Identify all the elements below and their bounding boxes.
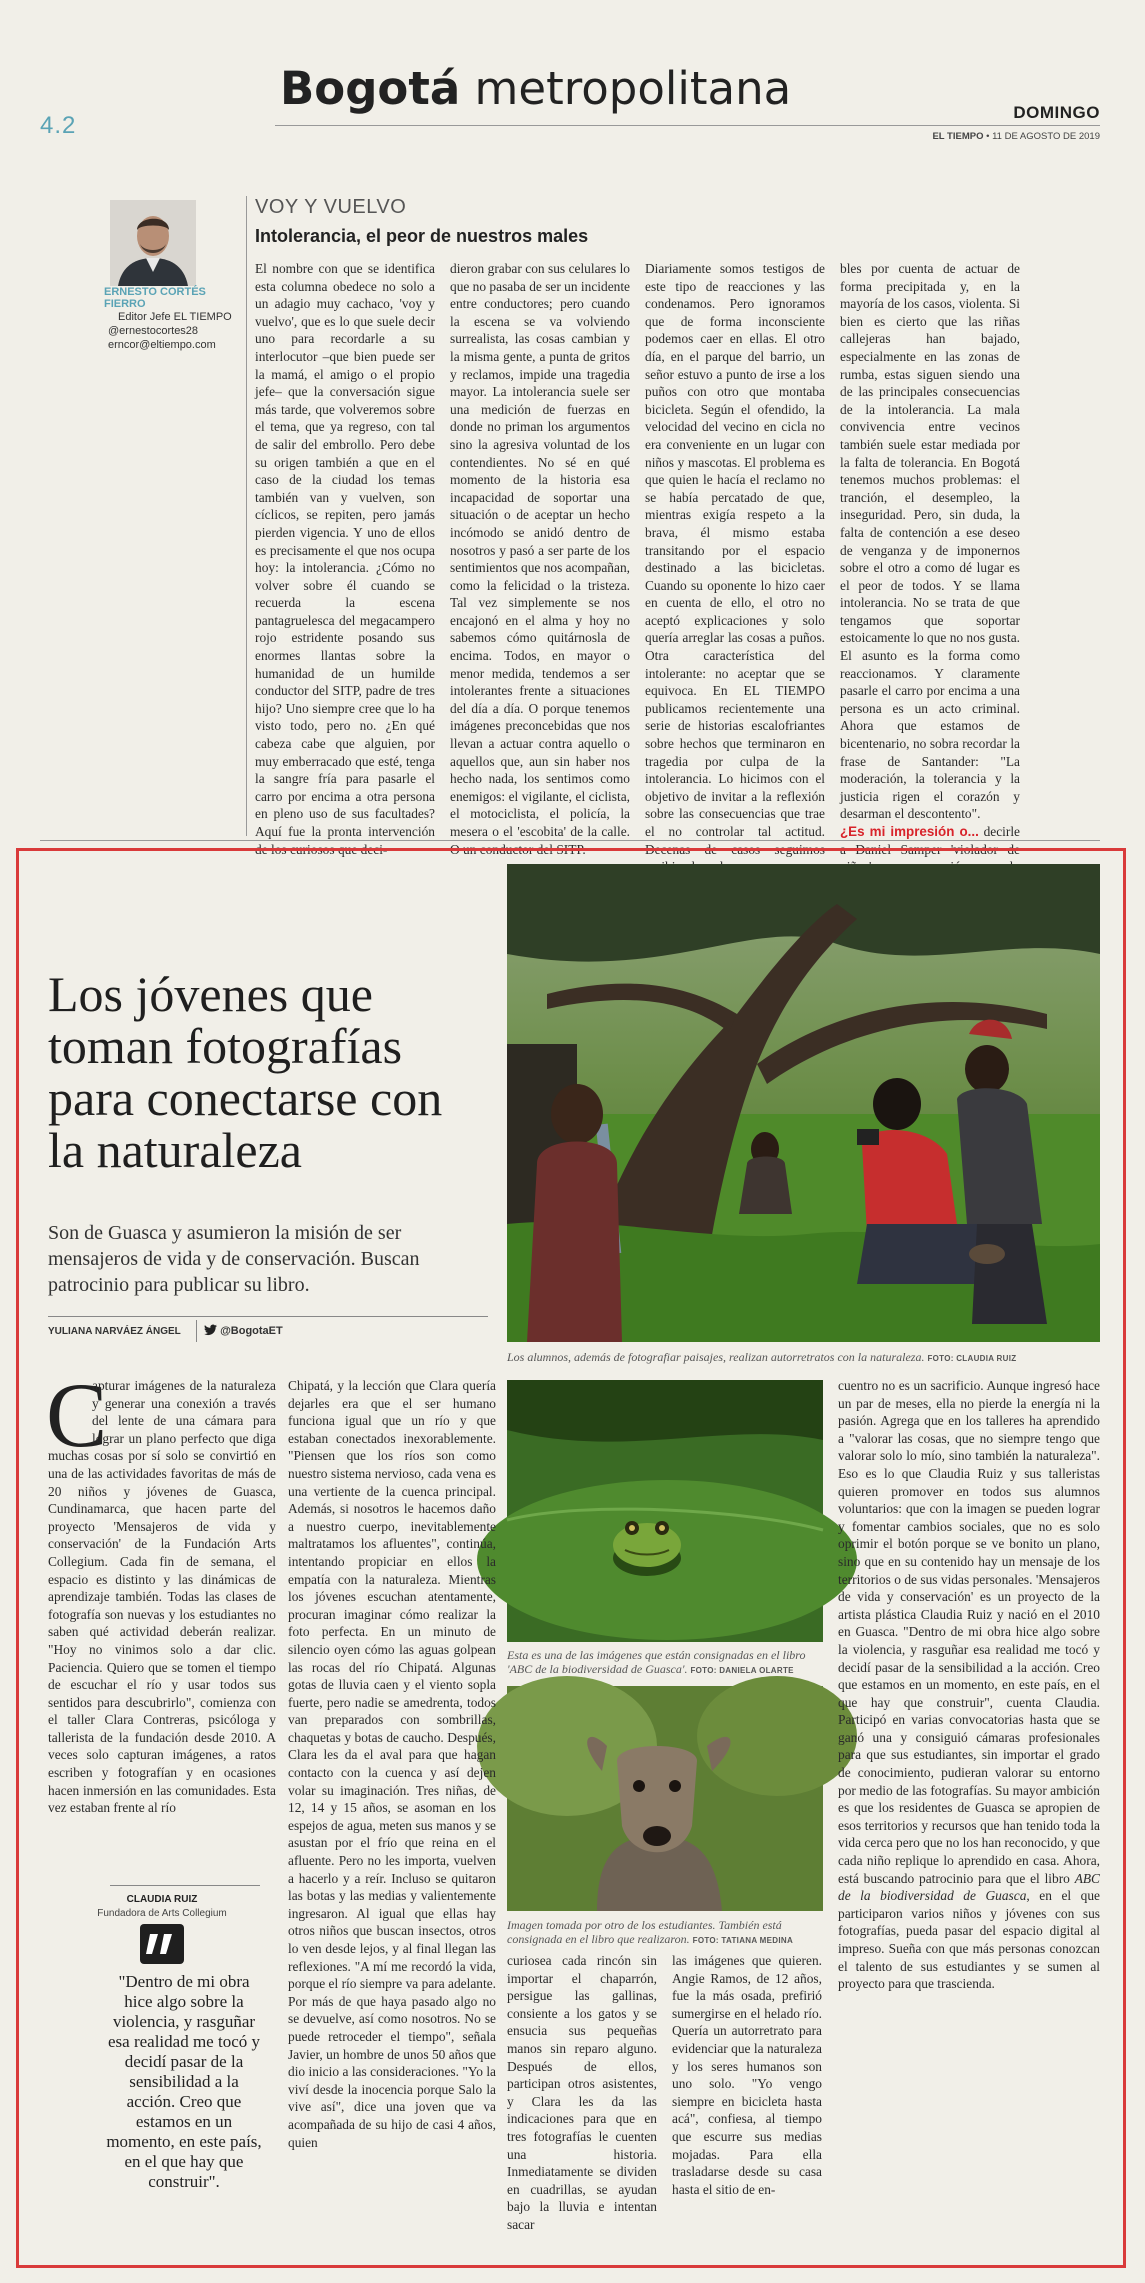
section-rule <box>40 840 1100 841</box>
photo1-caption: Los alumnos, además de fotografiar paisajes, realizan autorretratos con la naturaleza. FOTO: CLAUDIA RUIZ <box>507 1350 1017 1364</box>
impression-lead: ¿Es mi impresión o... <box>840 824 979 839</box>
column-headline: Intolerancia, el peor de nuestros males <box>255 226 589 246</box>
quote-name: CLAUDIA RUIZ <box>126 1894 198 1905</box>
feature-byline: YULIANA NARVÁEZ ÁNGEL <box>48 1326 181 1337</box>
column-kicker: VOY Y VUELVO <box>255 196 407 218</box>
author-avatar <box>110 200 196 286</box>
feature-dek: Son de Guasca y asumieron la misión de ser mensajeros de vida y de conservación. Buscan patrocinio para publicar su libro. <box>48 1222 420 1296</box>
dropcap: C <box>46 1364 108 1466</box>
author-role: Editor Jefe EL TIEMPO <box>118 311 232 323</box>
photo3-caption: Imagen tomada por otro de los estudiantes. También está consignada en el libro que realizaron. FOTO: TATIANA MEDINA <box>507 1918 794 1946</box>
quote-rule <box>110 1885 260 1886</box>
quote-icon <box>140 1924 184 1964</box>
feature-text-4: las imágenes que quieren. Angie Ramos, de 12 años, fue la más osada, prefirió sumergirse en el helado río. Quería un autorretrato para evidenciar que la naturaleza y los seres humanos son uno solo. "Yo vengo siempre en bicicleta hasta acá", confiesa, al tiempo que escurre sus medias mojadas. Para ella trasladarse desde su casa hasta el sitio de en- <box>672 1953 822 2197</box>
day-label: DOMINGO <box>1013 103 1100 122</box>
feature-text-5: cuentro no es un sacrificio. Aunque ingresó hace un par de meses, ella no pierde la energía ni la pasión. Agrega que en los talleres ha aprendido a "valorar las cosas, que no siempre tengo que valorar solo lo mío, sino también la naturaleza". Eso es lo que Claudia Ruiz y sus talleristas quieren promover en todos sus alumnos voluntarios: que con la imagen se pueden lograr y fomentar cambios sociales, que no es solo oprimir el botón porque se ve bonito un plano, sino que en su contenido hay un mensaje de los territorios o de sus vidas personales. 'Mensajeros de vida y conservación' es un proyecto de la artista plástica Claudia Ruiz y nació en el 2010 en Guasca. "Dentro de mi obra hice algo sobre la violencia, y rasguñar esa realidad me tocó y decidí pasar de la sensibilidad a la acción. Creo que estamos en un momento, en este país, en el que hay que construir", cuenta Claudia. Participó en varias convocatorias hasta que se ganó una y consiguió cámaras profesionales para que sus estudiantes, sin importar el grado de conocimiento, pudieran valorar su entorno por medio de las fotografías. Su mayor ambición es que los residentes de Guasca se apropien de esos territorios y recursos que han tenido toda la vida cerca pero que no los han reconocido, y que cada niño replique lo aprendido en casa. Ahora, está buscando patrocinio para que el libro ABC de la biodiversidad de Guasca, en el que participaron varios niños y jóvenes con sus fotografías, pueda pasar del espacio digital al impreso. Sueña con que más personas conozcan el talento de sus estudiantes y se sumen al proyecto para que trascienda. <box>838 1378 1101 1992</box>
author-twitter: @ernestocortes28 <box>108 325 199 337</box>
feature-headline: Los jóvenes que toman fotografías para conectarse con la naturaleza <box>48 966 443 1178</box>
author-email: erncor@eltiempo.com <box>108 339 216 351</box>
feature-text-3: curiosea cada rincón sin importar el chaparrón, persigue las gallinas, consiente a los gatos y se ensucia sus pequeñas manos sin reparo alguno. Después de ellos, participan otros asistentes, y Clara les da las indicaciones para que en tres fotografías le cuenten una historia. Inmediatamente se dividen en cuadrillas, se ayudan bajo la lluvia e intentan sacar <box>507 1953 657 2232</box>
column-text-2: dieron grabar con sus celulares lo que no pasaba de ser un incidente entre conductores; pero cuando la escena se va volviendo surrealista, las cosas cambian y la misma gente, a punta de gritos y reclamos, impide una tragedia mayor. La intolerancia suele ser una medición de fuerzas en donde no priman los argumentos sino la agresiva voluntad de los contendientes. No sé en qué momento de la historia esa incapacidad de soportar una situación o de aceptar un hecho incómodo se anidó dentro de nosotros y pasó a ser parte de los sentimientos que nos acompañan, como la felicidad o la tristeza. Tal vez simplemente se nos encajonó en el alma y hoy no sabemos cómo quitárnosla de encima. Todos, en mayor o menor medida, tendemos a ser intolerantes frente a situaciones del día a día. O porque tenemos imágenes preconcebidas que nos llevan a actuar contra aquello o aquellos que, aun sin haber nos hecho nada, los sentimos como enemigos: el vigilante, el ciclista, el motociclista, el policía, la mesera o el 'escobita' de la calle. O un conductor del SITP. <box>450 261 630 857</box>
feature-text-1: apturar imágenes de la naturaleza y generar una conexión a través del lente de una cámara para lograr un plano perfecto que diga muchas cosas por sí solo se convirtió en una de las actividades favoritas de más de 20 niños y jóvenes de Guasca, Cundinamarca, que hacen parte del proyecto 'Mensajeros de vida y conservación' de la Fundación Arts Collegium. Cada fin de semana, el espacio es distinto y las dinámicas de aprendizaje también. Todas las clases de fotografía son nuevas y los estudiantes no saben qué actividad deberán realizar. "Hoy no vinimos solo a dar clic. Paciencia. Quiero que se tomen el tiempo de escuchar el río y usar todos sus sentidos para descubrirlo", comienza con el taller Clara Contreras, psicóloga y tallerista de la fundación desde 2010. A veces solo capturan imágenes, a ratos escriben y fotografían y en ocasiones hacen inmersión en las comunidades. Esta vez estaban frente al río <box>48 1378 276 1816</box>
book-title: ABC de la biodiversidad de Guasca <box>838 1870 1100 1904</box>
newspaper-name: EL TIEMPO <box>932 131 984 142</box>
byline-divider <box>196 1320 197 1342</box>
column-divider <box>246 196 247 836</box>
photo-students <box>507 864 1100 1342</box>
column-text-4: bles por cuenta de actuar de forma precipitada y, en la mayoría de los casos, violenta. Si bien es cierto que las riñas callejeras han bajado, especialmente en las zonas de rumba, estas siguen siendo una de las principales consecuencias de la intolerancia. La mala convivencia entre vecinos también suele estar mediada por la falta de tolerancia. En Bogotá tenemos muchos problemas: el tranción, el desempleo, la inseguridad. Pero, sin duda, la falta de contención a ese deseo de venganza y de imponernos sobre el otro a como dé lugar es el peor de todos. Y se llama intolerancia. No se trata de que tengamos que soportar estoicamente lo que no nos gusta. El asunto es la forma como reaccionamos. Y claramente pasarle el carro por encima a una persona es un acto criminal. Ahora que estamos de bicentenario, no sobra recordar la frase de Santander: "La moderación, la tolerancia y la justicia rigen el corazón y desarman el descontento". ¿Es mi impresión o... decirle a Daniel Samper 'violador de <box>840 261 1020 857</box>
edition-line <box>932 131 1100 142</box>
column-text-3: Diariamente somos testigos de este tipo de reacciones y las condenamos. Pero ignoramos que de forma inconsciente podemos caer en ellas. El otro día, en el parque del barrio, un señor estuvo a punto de irse a los puños con otro que montaba bicicleta. Según el ofendido, la velocidad del vecino en cicla no era conveniente en un lugar con niños y mascotas. El problema es que quien le hacía el reclamo no se había percatado de que, mientras exigía respeto a la brava, él mismo estaba transitando por el espacio destinado a las bicicletas. Cuando su oponente lo hizo caer en cuenta de ello, el otro no aceptó explicaciones y solo quería arreglar las cosas a puños. Otra característica del intolerante: no aceptar que se equivoca. En EL TIEMPO publicamos recientemente una serie de historias escalofriantes sobre hechos que terminaron en tragedia por culpa de la intolerancia. Lo hicimos con el objetivo de invitar a la reflexión sobre las consecuencias que trae el no controlar tal actitud. Decenas de casos seguimos <box>645 261 825 857</box>
pull-quote: "Dentro de mi obra hice algo sobre la violencia, y rasguñar esa realidad me tocó y decidí pasar de la sensibilidad a la acción. Creo que estamos en un momento, en este país, en el que hay que construir". <box>106 1972 262 2191</box>
section-title-bold: Bogotá <box>280 62 461 115</box>
top-rule <box>275 125 1100 126</box>
byline-rule <box>48 1316 488 1317</box>
feature-text-2: Chipatá, y la lección que Clara quería dejarles era que el ser humano funciona igual que un río y que estaban conectados inexorablemente. "Piensen que los ríos son como nuestro sistema nervioso, cada vena es una vertiente de la cuenca principal. Además, si nosotros le hacemos daño a nuestro cuerpo, inevitablemente maltratamos los afluentes", continúa, intentando propiciar en ellos la empatía con la naturaleza. Mientras los jóvenes escuchan atentamente, procuran imaginar cómo realizar la foto perfecta. En un minuto de silencio oyen cómo las aguas golpean las rocas del río Chipatá. Algunas gotas de lluvia caen y el viento sopla fuerte, pero nadie se amedrenta, todos van preparados con sombrillas, chaquetas y botas de caucho. Después, Clara les da el aval para que hagan contacto con la cuenca y así dejen volar su imaginación. Tres niñas, de 12, 14 y 15 años, se asoman en los espejos de agua, meten sus manos y se asustan por el frío que reina en el afluente. Pero no les importa, vuelven a hacerlo y a reír. Incluso se quitaron las botas y las medias y valientemente ingresaron. Al igual que ellas hay otros niños que buscan insectos, otros lo ven desde lejos, y al final llegan las reflexiones. "A mí me recordó la vida, porque el río siempre va para adelante. Por más de que haya pasado algo no se devuelve, así como nosotros. No se puede retroceder el tiempo", señala Javier, un hombre de unos 50 años que dio inicio a las consideraciones. "Yo la viví desde la inocencia porque Salo la vive así", dice una joven que va acompañada de su hijo de casi 4 años, quien <box>288 1378 496 2150</box>
photo-deer <box>507 1686 823 1911</box>
photo-frog <box>507 1380 823 1642</box>
section-title <box>280 62 791 115</box>
author-name: ERNESTO CORTÉS FIERRO <box>104 286 206 310</box>
page-number: 4.2 <box>40 112 77 139</box>
column-text-1: El nombre con que se identifica esta columna obedece no solo a un adagio muy cachaco, 'voy y vuelvo', que es lo que suele decir uno para recordarle a su interlocutor –que bien puede ser la mamá, el amigo o el propio jefe– que la conversación sigue más tarde, que volveremos sobre el tema, que ya regreso, con tal de salir del embrollo. Pero debe su origen también a que en el caso de la ciudad los temas también van y vuelven, son cíclicos, se repiten, pero jamás pierden vigencia. Y uno de ellos es precisamente el que nos ocupa hoy: la intolerancia. ¿Cómo no volver sobre él cuando se recuerda la escena pantagruelesca del megacampero rojo estridente posando sus enormes llantas sobre la humanidad de un humilde conductor del SITP, padre de tres hijo? Uno siempre cree que lo ha visto todo, pero no. ¿En qué cabeza cabe que alguien, por muy emberracado que esté, tenga la sangre fría para pasarle el carro por encima a otra persona en pleno uso de sus facultades? Aquí fue la pronta intervención de los curiosos que deci- <box>255 261 435 857</box>
photo2-caption: Esta es una de las imágenes que están consignadas en el libro 'ABC de la biodiversidad de Guasca'. FOTO: DANIELA OLARTE <box>507 1648 806 1676</box>
quote-role: Fundadora de Arts Collegium <box>97 1908 227 1919</box>
feature-twitter: @BogotaET <box>204 1324 283 1337</box>
edition-date: • 11 DE AGOSTO DE 2019 <box>986 131 1100 142</box>
masthead <box>0 0 1145 150</box>
twitter-icon <box>204 1324 217 1336</box>
section-title-rest: metropolitana <box>474 62 792 115</box>
